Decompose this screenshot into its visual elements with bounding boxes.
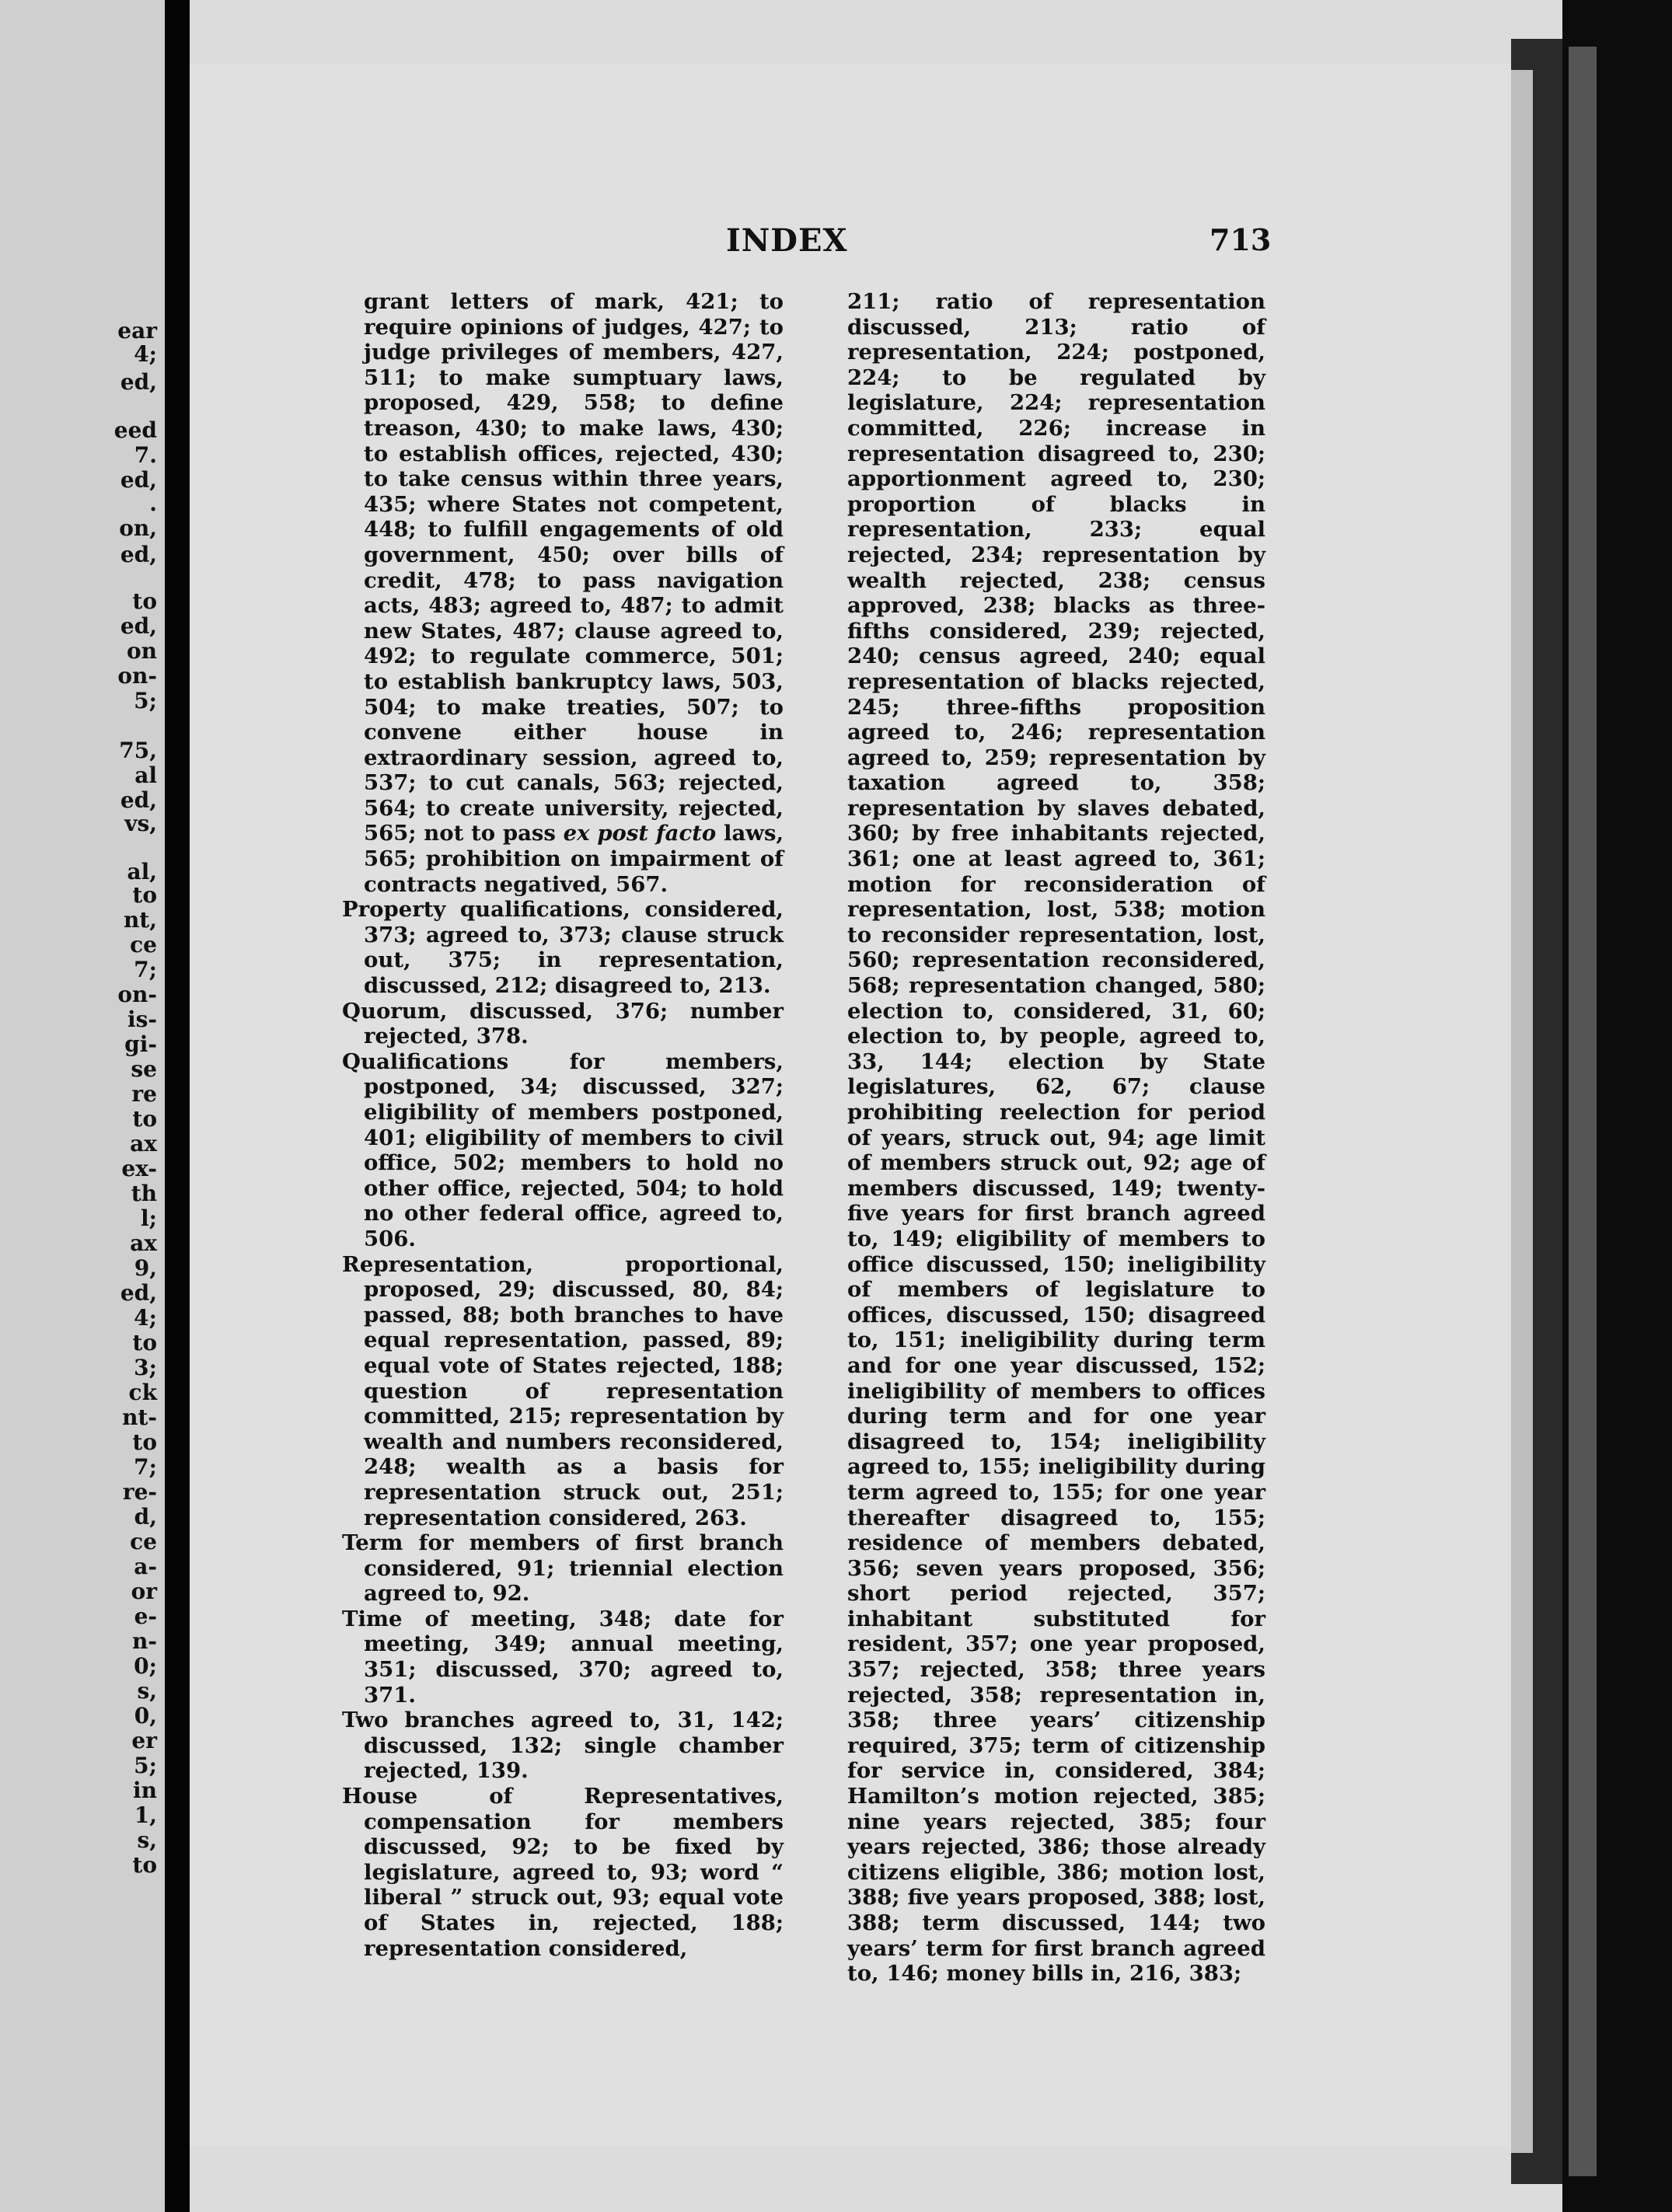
previous-page-fragment: ed, — [120, 787, 157, 813]
previous-page-fragment: nt- — [122, 1404, 157, 1430]
previous-page-fragment: e- — [134, 1603, 157, 1629]
previous-page-fragment: ex- — [121, 1156, 157, 1181]
previous-page-fragment: al, — [127, 859, 157, 884]
index-entry-representation: Representation, proportional, proposed, 29; discussed, 80, 84; passed, 88; both branches to have equal representation, passed, 89; equal vote of States rejected, 188; question of representation committed, 215; representation by wealth and numbers reconsidered, 248; wealth as a basis for representation struck out, 251; representation considered, 263. — [342, 1251, 784, 1530]
previous-page-fragment: 5; — [134, 688, 157, 713]
previous-page-fragment: ear — [117, 318, 157, 344]
previous-page-fragment: in — [133, 1778, 157, 1803]
index-entry-property-qualifications: Property qualifications, considered, 373; agreed to, 373; clause struck out, 375; in representation, discussed, 212; disagreed to, 213. — [342, 897, 784, 999]
previous-page-fragment: n- — [132, 1628, 157, 1654]
previous-page-fragment: ed, — [120, 369, 157, 395]
index-continuation: 211; ratio of representation discussed, 213; ratio of representation, 224; postponed, 224; to be regulated by legislature, 224; representation committed, 226; increase in representation disagreed to, 230; apportionment agreed to, 230; proportion of blacks in representation, 233; equal rejected, 234; representation by wealth rejected, 238; census approved, 238; blacks as three-fifths considered, 239; rejected, 240; census agreed, 240; equal representation of blacks rejected, 245; three-fifths proposition agreed to, 246; representation agreed to, 259; representation by taxation agreed to, 358; representation by slaves debated, 360; by free inhabitants rejected, 361; one at least agreed to, 361; motion for reconsideration of representation, lost, 538; motion to reconsider representation, lost, 560; representation reconsidered, 568; representation changed, 580; election to, considered, 31, 60; election to, by people, agreed to, 33, 144; election by State legislatures, 62, 67; clause prohibiting reelection for period of years, struck out, 94; age limit of members struck out, 92; age of members discussed, 149; twenty-five years for first branch agreed to, 149; eligibility of members to office discussed, 150; ineligibility of members of legislature to offices, discussed, 150; disagreed to, 151; ineligibility during term and for one year discussed, 152; ineligibility of members to offices during term and for one year disagreed to, 154; ineligibility agreed to, 155; ineligibility during term agreed to, 155; for one year thereafter disagreed to, 155; residence of members debated, 356; seven years proposed, 356; short period rejected, 357; inhabitant substituted for resident, 357; one year proposed, 357; rejected, 358; three years rejected, 358; representation in, 358; three years’ citizenship required, 375; term of citizenship for service in, considered, 384; Hamilton’s motion rejected, 385; nine years rejected, 385; four years rejected, 386; those already citizens eligible, 386; motion lost, 388; five years proposed, 388; lost, 388; term discussed, 144; two years’ term for first branch agreed to, 146; money bills in, 216, 383; — [847, 289, 1265, 1987]
index-entry-term-for-members: Term for members of first branch considered, 91; triennial election agreed to, 92. — [342, 1530, 784, 1607]
page-stack-edge — [1569, 47, 1597, 2176]
index-entry-quorum: Quorum, discussed, 376; number rejected, 378. — [342, 998, 784, 1049]
previous-page-fragment: gi- — [124, 1031, 157, 1057]
previous-page-fragment: 0, — [134, 1703, 157, 1729]
index-entry-qualifications-for-members: Qualifications for members, postponed, 34; discussed, 327; eligibility of members postponed, 401; eligibility of members to civil office, 502; members to hold no other office, rejected, 504; to hold no other federal office, agreed to, 506. — [342, 1048, 784, 1251]
previous-page-edge — [0, 0, 165, 2212]
previous-page-fragment: al — [134, 762, 157, 788]
previous-page-fragment: ax — [130, 1230, 157, 1256]
previous-page-fragment: to — [132, 1852, 157, 1878]
previous-page-fragment: th — [131, 1181, 157, 1206]
previous-page-fragment: ed, — [120, 542, 157, 567]
previous-page-fragment: re — [131, 1081, 157, 1107]
previous-page-fragment: a- — [134, 1554, 157, 1579]
page-edge-shadow — [1511, 39, 1562, 2184]
previous-page-fragment: is- — [127, 1007, 157, 1032]
previous-page-fragment: 75, — [119, 738, 157, 763]
italic-term: ex post facto — [563, 821, 717, 846]
left-column — [342, 289, 784, 1961]
previous-page-fragment: er — [131, 1728, 157, 1753]
previous-page-fragment: to — [132, 588, 157, 614]
previous-page-fragment: on — [126, 638, 157, 664]
previous-page-fragment: s, — [137, 1827, 157, 1853]
right-column — [847, 289, 1265, 1987]
running-head: INDEX — [726, 222, 848, 259]
previous-page-fragment: ed, — [120, 467, 157, 493]
index-continuation: grant letters of mark, 421; to require opinions of judges, 427; to judge privileges of members, 427, 511; to make sumptuary laws, proposed, 429, 558; to define treason, 430; to make laws, 430; to establish offices, rejected, 430; to take census within three years, 435; where States not competent, 448; to fulfill engagements of old government, 450; over bills of credit, 478; to pass navigation acts, 483; agreed to, 487; to admit new States, 487; clause agreed to, 492; to regulate commerce, 501; to establish bankruptcy laws, 503, 504; to make treaties, 507; to convene either house in extraordinary session, agreed to, 537; to cut canals, 563; rejected, 564; to create university, rejected, 565; not to pass ex post facto laws, 565; prohibition on impairment of contracts negatived, 567. — [364, 289, 784, 897]
previous-page-fragment: ce — [130, 1529, 157, 1554]
previous-page-fragment: 3; — [134, 1355, 157, 1380]
previous-page-fragment: 1, — [134, 1802, 157, 1828]
previous-page-fragment: ck — [128, 1380, 157, 1405]
book-gutter — [165, 0, 190, 2212]
index-entry-time-of-meeting: Time of meeting, 348; date for meeting, 349; annual meeting, 351; discussed, 370; agreed to, 371. — [342, 1606, 784, 1708]
previous-page-fragment: to — [132, 1106, 157, 1132]
index-entry-two-branches: Two branches agreed to, 31, 142; discussed, 132; single chamber rejected, 139. — [342, 1708, 784, 1784]
previous-page-fragment: on, — [119, 515, 157, 541]
previous-page-fragment: . — [149, 490, 157, 516]
previous-page-fragment: se — [131, 1056, 157, 1082]
previous-page-fragment: s, — [137, 1678, 157, 1704]
previous-page-fragment: 0; — [134, 1653, 157, 1679]
previous-page-fragment: to — [132, 1429, 157, 1455]
previous-page-fragment: l; — [141, 1205, 157, 1231]
previous-page-fragment: on- — [117, 982, 157, 1007]
previous-page-fragment: eed — [113, 417, 157, 443]
previous-page-fragment: to — [132, 882, 157, 908]
previous-page-fragment: 4; — [134, 341, 157, 367]
previous-page-fragment: 5; — [134, 1753, 157, 1778]
previous-page-fragment: 7; — [134, 1454, 157, 1480]
previous-page-fragment: ax — [130, 1131, 157, 1157]
previous-page-fragment: or — [131, 1579, 157, 1604]
previous-page-fragment: on- — [117, 663, 157, 689]
previous-page-fragment: ce — [130, 932, 157, 958]
previous-page-fragment: vs, — [124, 811, 157, 836]
previous-page-fragment: re- — [122, 1479, 157, 1505]
previous-page-fragment: d, — [134, 1504, 157, 1530]
previous-page-fragment: 7; — [134, 957, 157, 982]
previous-page-fragment: nt, — [123, 907, 157, 933]
previous-page-fragment: ed, — [120, 1280, 157, 1306]
previous-page-fragment: 4; — [134, 1305, 157, 1331]
previous-page-fragment: ed, — [120, 613, 157, 639]
previous-page-fragment: to — [132, 1330, 157, 1355]
page-number: 713 — [1209, 222, 1272, 257]
previous-page-fragment: 7. — [134, 442, 157, 468]
previous-page-fragment: 9, — [134, 1255, 157, 1281]
index-entry-house-of-representatives: House of Representatives, compensation for members discussed, 92; to be fixed by legislature, agreed to, 93; word “ liberal ” struck out, 93; equal vote of States in, rejected, 188; representation considered, — [342, 1784, 784, 1961]
